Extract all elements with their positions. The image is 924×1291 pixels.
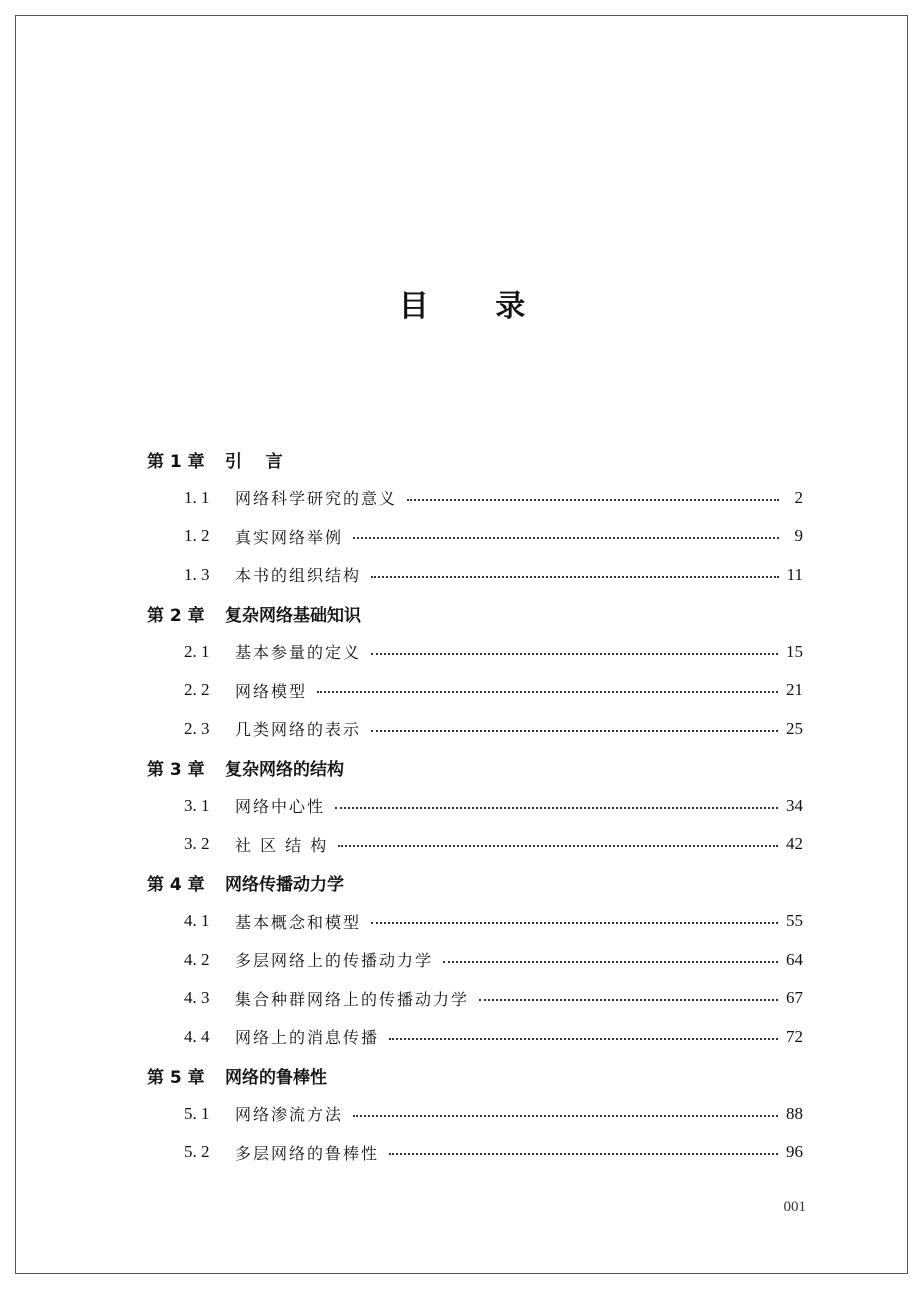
- toc-chapter-heading: [147, 864, 803, 903]
- section-number: 2. 1: [184, 641, 210, 661]
- page-number: 001: [783, 1199, 806, 1215]
- section-number: 1. 3: [184, 564, 210, 584]
- section-title: 多层网络的鲁棒性: [235, 1143, 380, 1163]
- section-number: 2. 2: [184, 680, 210, 700]
- section-page-number: 2: [794, 487, 803, 507]
- toc-section-entry[interactable]: [147, 517, 803, 556]
- toc-chapter-heading: [147, 440, 803, 479]
- section-page-number: 55: [786, 911, 803, 931]
- dot-leader: [353, 537, 779, 539]
- dot-leader: [389, 1038, 778, 1040]
- section-number: 4. 2: [184, 949, 210, 969]
- dot-leader: [389, 1153, 778, 1155]
- chapter-title: 复杂网络的结构: [225, 759, 344, 780]
- section-title: 本书的组织结构: [235, 566, 362, 586]
- dot-leader: [371, 922, 778, 924]
- dot-leader: [338, 845, 778, 847]
- toc-section-entry[interactable]: [147, 979, 803, 1018]
- section-number: 3. 1: [184, 795, 210, 815]
- toc-section-entry[interactable]: [147, 671, 803, 710]
- toc-section-entry[interactable]: [147, 710, 803, 749]
- section-title: 网络模型: [235, 681, 308, 701]
- section-number: 1. 1: [184, 487, 210, 507]
- chapter-title: 引 言: [225, 451, 283, 472]
- section-title: 几类网络的表示: [235, 720, 362, 740]
- dot-leader: [371, 653, 778, 655]
- section-page-number: 11: [786, 564, 803, 584]
- toc-section-entry[interactable]: [147, 902, 803, 941]
- toc-section-entry[interactable]: [147, 1095, 803, 1134]
- chapter-number: 第 3 章: [147, 759, 205, 780]
- page-title: 目 录: [398, 289, 554, 324]
- dot-leader: [353, 1115, 778, 1117]
- chapter-number: 第 4 章: [147, 875, 205, 896]
- section-page-number: 67: [786, 988, 803, 1008]
- dot-leader: [443, 961, 778, 963]
- section-title: 真实网络举例: [235, 527, 344, 547]
- toc-section-entry[interactable]: [147, 556, 803, 595]
- dot-leader: [335, 807, 778, 809]
- toc-section-entry[interactable]: [147, 825, 803, 864]
- section-title: 社 区 结 构: [235, 835, 329, 855]
- section-number: 5. 2: [184, 1142, 210, 1162]
- chapter-number: 第 5 章: [147, 1067, 205, 1088]
- section-page-number: 64: [786, 949, 803, 969]
- toc-chapter-heading: [147, 748, 803, 787]
- chapter-number: 第 1 章: [147, 451, 205, 472]
- section-title: 网络渗流方法: [235, 1105, 344, 1125]
- section-page-number: 88: [786, 1103, 803, 1123]
- section-number: 4. 3: [184, 988, 210, 1008]
- section-page-number: 96: [786, 1142, 803, 1162]
- toc-chapter-heading: [147, 1056, 803, 1095]
- section-number: 1. 2: [184, 526, 210, 546]
- section-number: 2. 3: [184, 718, 210, 738]
- section-title: 集合种群网络上的传播动力学: [235, 989, 470, 1009]
- toc-section-entry[interactable]: [147, 1133, 803, 1172]
- section-page-number: 72: [786, 1026, 803, 1046]
- chapter-title: 复杂网络基础知识: [225, 605, 361, 626]
- chapter-title: 网络传播动力学: [225, 875, 344, 896]
- section-title: 网络中心性: [235, 797, 326, 817]
- toc-section-entry[interactable]: [147, 479, 803, 518]
- dot-leader: [371, 730, 778, 732]
- section-number: 3. 2: [184, 834, 210, 854]
- section-title: 基本参量的定义: [235, 643, 362, 663]
- section-page-number: 25: [786, 718, 803, 738]
- section-title: 网络上的消息传播: [235, 1028, 380, 1048]
- dot-leader: [407, 499, 779, 501]
- chapter-number: 第 2 章: [147, 605, 205, 626]
- toc-chapter-heading: [147, 594, 803, 633]
- toc-section-entry[interactable]: [147, 633, 803, 672]
- section-title: 基本概念和模型: [235, 912, 362, 932]
- toc-section-entry[interactable]: [147, 1018, 803, 1057]
- section-page-number: 42: [786, 834, 803, 854]
- section-page-number: 21: [786, 680, 803, 700]
- dot-leader: [317, 691, 778, 693]
- dot-leader: [371, 576, 779, 578]
- toc-section-entry[interactable]: [147, 787, 803, 826]
- chapter-title: 网络的鲁棒性: [225, 1067, 327, 1088]
- section-number: 5. 1: [184, 1103, 210, 1123]
- section-number: 4. 4: [184, 1026, 210, 1046]
- section-page-number: 9: [794, 526, 803, 546]
- toc-section-entry[interactable]: [147, 941, 803, 980]
- dot-leader: [479, 999, 778, 1001]
- section-title: 网络科学研究的意义: [235, 489, 398, 509]
- section-page-number: 15: [786, 641, 803, 661]
- section-title: 多层网络上的传播动力学: [235, 951, 434, 971]
- section-number: 4. 1: [184, 911, 210, 931]
- section-page-number: 34: [786, 795, 803, 815]
- table-of-contents: [147, 440, 803, 1172]
